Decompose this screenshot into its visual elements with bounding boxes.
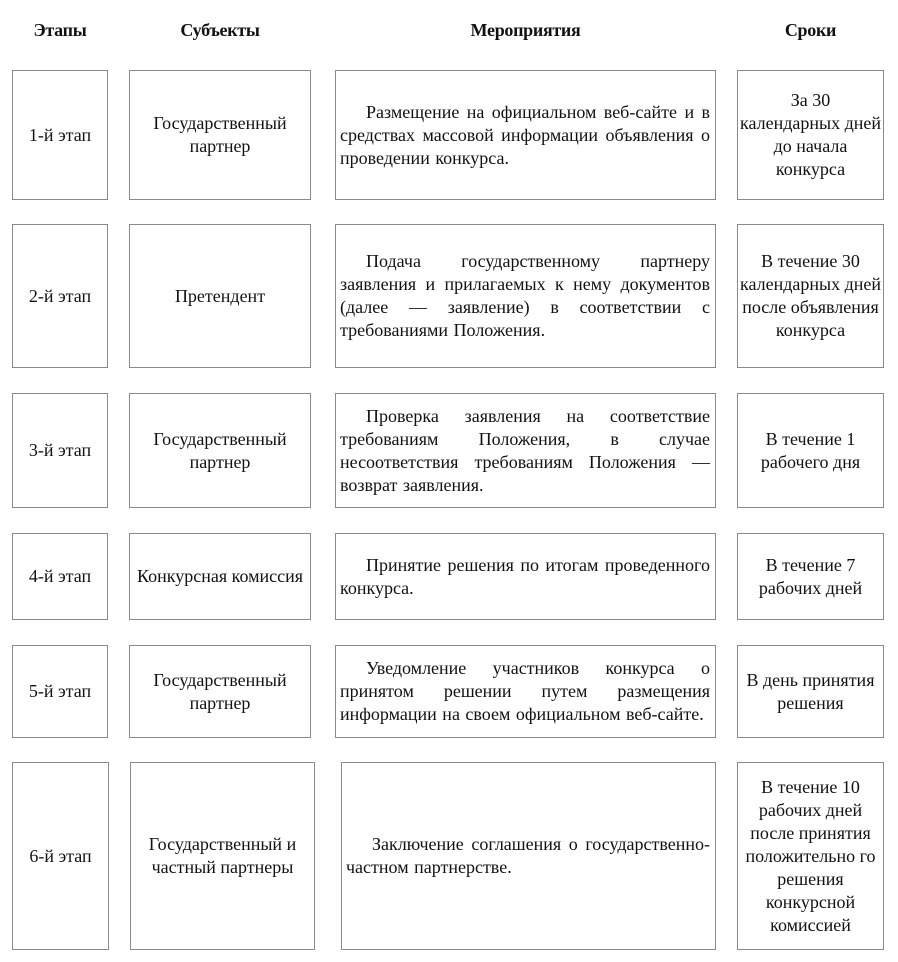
stage-cell — [12, 224, 108, 368]
stage-cell — [12, 70, 108, 200]
deadline-cell-text: В течение 7 рабочих дней — [758, 554, 863, 598]
stage-cell-text: 6-й этап — [29, 845, 92, 866]
header-subjects: Субъекты — [180, 20, 260, 40]
measure-cell-text: Принятие решения по итогам проведенного конкурса. — [340, 554, 710, 598]
subject-cell — [129, 70, 311, 200]
subject-cell — [129, 645, 311, 738]
deadline-cell-text: В течение 10 рабочих дней после принятия положительно го решения конкурсной комиссией — [745, 776, 876, 935]
subject-cell-text: Государственный партнер — [153, 113, 287, 156]
measure-cell-text: Заключение соглашения о государственно-частном партнерстве. — [346, 834, 710, 877]
header-deadlines: Сроки — [784, 20, 837, 40]
subject-cell — [129, 533, 311, 620]
measure-cell — [335, 393, 716, 508]
deadline-cell — [737, 762, 884, 950]
stage-cell-text: 3-й этап — [28, 440, 92, 460]
subject-cell-text: Претендент — [174, 285, 266, 306]
measure-cell — [335, 645, 716, 738]
measure-cell — [335, 70, 716, 200]
deadline-cell-text: В течение 1 рабочего дня — [760, 428, 861, 472]
stage-cell-text: 2-й этап — [28, 285, 92, 306]
subject-cell — [129, 393, 311, 508]
subject-cell-text: Государственный и частный партнеры — [148, 834, 297, 877]
measure-cell — [335, 533, 716, 620]
subject-cell — [129, 224, 311, 368]
header-measures: Мероприятия — [470, 20, 581, 40]
header-stages: Этапы — [33, 20, 87, 40]
measure-cell-text: Размещение на официальном веб-сайте и в средствах массовой информации объявления о проведении конкурса. — [340, 101, 710, 168]
stage-cell-text: 4-й этап — [28, 566, 92, 586]
stage-cell-text: 5-й этап — [28, 681, 92, 701]
subject-cell-text: Конкурсная комиссия — [136, 566, 304, 586]
deadline-cell-text: За 30 календарных дней до начала конкурса — [740, 90, 882, 179]
stage-cell — [12, 762, 109, 950]
measure-cell-text: Проверка заявления на соответствие требованиям Положения, в случае несоответствия требованиям Положения — возврат заявления. — [340, 405, 710, 495]
stage-cell — [12, 393, 108, 508]
measure-cell — [335, 224, 716, 368]
stage-cell-text: 1-й этап — [28, 124, 92, 145]
measure-cell-text: Подача государственному партнеру заявления и прилагаемых к нему документов (далее — заявление) в соответствии с требованиями Положения. — [340, 251, 710, 340]
measure-cell-text: Уведомление участников конкурса о принятом решении путем размещения информации на своем официальном веб-сайте. — [340, 658, 710, 724]
deadline-cell-text: В день принятия решения — [746, 669, 875, 713]
deadline-cell — [737, 224, 884, 368]
deadline-cell-text: В течение 30 календарных дней после объявления конкурса — [740, 251, 882, 340]
deadline-cell — [737, 533, 884, 620]
measure-cell — [341, 762, 716, 950]
stage-cell — [12, 645, 108, 738]
subject-cell-text: Государственный партнер — [153, 428, 287, 472]
deadline-cell — [737, 645, 884, 738]
stage-cell — [12, 533, 108, 620]
subject-cell — [130, 762, 315, 950]
deadline-cell — [737, 70, 884, 200]
deadline-cell — [737, 393, 884, 508]
subject-cell-text: Государственный партнер — [153, 669, 287, 713]
